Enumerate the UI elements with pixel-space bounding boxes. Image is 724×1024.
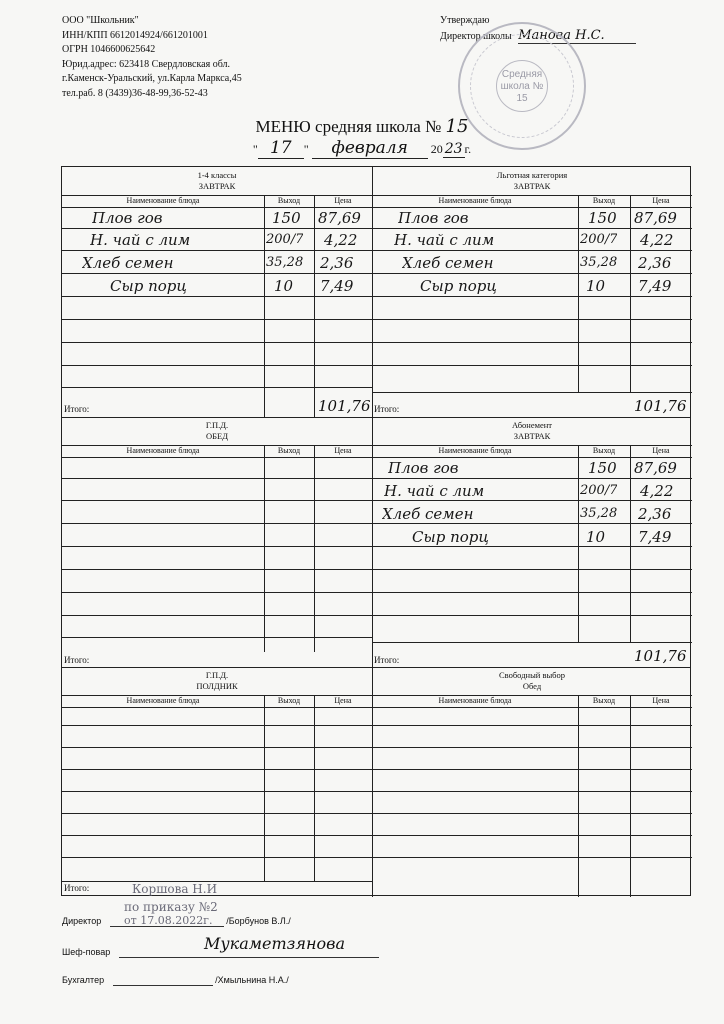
row-line — [372, 725, 692, 726]
col-price: Цена — [334, 446, 352, 455]
director-footer-name: /Борбунов В.Л./ — [226, 916, 291, 926]
col-divider — [630, 195, 631, 392]
row-line — [62, 791, 372, 792]
footer-director — [62, 916, 291, 927]
col-divider — [264, 695, 265, 881]
row-line — [372, 250, 692, 251]
row-line — [62, 615, 372, 616]
col-price: Цена — [652, 446, 670, 455]
dish-output: 200/7 — [580, 232, 618, 247]
dish-name: Хлеб семен — [402, 254, 494, 272]
row-line — [372, 342, 692, 343]
row-line — [372, 857, 692, 858]
col-price: Цена — [334, 696, 352, 705]
section-subtitle-2: ЗАВТРАК — [513, 181, 551, 191]
date-year-suffix: 23 — [444, 141, 463, 157]
col-output: Выход — [592, 196, 616, 205]
row-line — [62, 637, 372, 638]
dish-output: 10 — [586, 277, 606, 295]
section-title-4: Абонемент — [511, 420, 553, 430]
dish-price: 2,36 — [638, 505, 672, 523]
row-line — [62, 228, 372, 229]
section-title-6: Свободный выбор — [498, 670, 565, 680]
col-name: Наименование блюда — [126, 196, 200, 205]
row-line — [372, 615, 692, 616]
dish-name: Сыр порц — [412, 528, 489, 546]
director-label: Директор школы — [440, 30, 512, 42]
page-title — [0, 116, 724, 137]
dish-name: Хлеб семен — [82, 254, 174, 272]
row-line — [372, 365, 692, 366]
dish-output: 10 — [274, 277, 294, 295]
row-line — [372, 392, 692, 393]
dish-output: 200/7 — [266, 232, 304, 247]
column-header — [372, 695, 692, 708]
stamp-order: по приказу №2 — [124, 900, 218, 914]
col-name: Наименование блюда — [126, 696, 200, 705]
dish-price: 2,36 — [638, 254, 672, 272]
section-grades-1-4-breakfast — [62, 167, 372, 417]
dish-price: 4,22 — [324, 231, 358, 249]
col-name: Наименование блюда — [438, 196, 512, 205]
dish-name: Н. чай с лим — [384, 482, 485, 500]
director-signature: Манова Н.С. — [518, 29, 636, 45]
accountant-name: /Хмыльнина Н.А./ — [215, 975, 289, 985]
dish-name: Плов гов — [92, 209, 163, 227]
col-output: Выход — [277, 196, 301, 205]
section-subtitle-4: ЗАВТРАК — [513, 431, 551, 441]
row-line — [62, 569, 372, 570]
org-address-1: Юрид.адрес: 623418 Свердловская обл. — [62, 58, 231, 70]
accountant-label: Бухгалтер — [62, 975, 105, 985]
col-price: Цена — [652, 696, 670, 705]
director-footer-label: Директор — [62, 916, 102, 926]
section-free-choice-lunch — [372, 667, 692, 897]
section-subtitle-5: ПОЛДНИК — [196, 681, 238, 691]
total-label: Итого: — [374, 404, 400, 414]
row-line — [62, 365, 372, 366]
total-value: 101,76 — [634, 397, 687, 415]
section-title-5: Г.П.Д. — [205, 670, 229, 680]
chef-label: Шеф-повар — [62, 947, 111, 957]
dish-price: 87,69 — [318, 209, 361, 227]
row-line — [372, 642, 692, 643]
stamp-center: Средняя школа № 15 — [496, 60, 548, 112]
org-phone: тел.раб. 8 (3439)36-48-99,36-52-43 — [62, 87, 208, 99]
dish-output: 35,28 — [580, 506, 618, 521]
row-line — [62, 387, 372, 388]
column-header — [62, 195, 372, 208]
row-line — [62, 725, 372, 726]
row-line — [372, 835, 692, 836]
row-line — [372, 319, 692, 320]
dish-price: 4,22 — [640, 482, 674, 500]
row-line — [372, 791, 692, 792]
menu-grid — [61, 166, 691, 896]
dish-output: 35,28 — [580, 255, 618, 270]
org-address-2: г.Каменск-Уральский, ул.Карла Маркса,45 — [62, 73, 242, 85]
row-line — [62, 835, 372, 836]
col-output: Выход — [592, 446, 616, 455]
dish-name: Сыр порц — [110, 277, 187, 295]
date-year-prefix: 20 — [430, 142, 443, 156]
section-subscription-breakfast — [372, 417, 692, 667]
column-header — [372, 445, 692, 458]
row-line — [372, 546, 692, 547]
col-output: Выход — [277, 446, 301, 455]
dish-price: 7,49 — [638, 277, 672, 295]
row-line — [372, 500, 692, 501]
col-divider — [578, 445, 579, 642]
total-value: 101,76 — [634, 647, 687, 665]
dish-name: Хлеб семен — [382, 505, 474, 523]
row-line — [62, 250, 372, 251]
total-label: Итого: — [64, 883, 90, 893]
section-title-2: Льготная категория — [496, 170, 568, 180]
section-subtitle-1: ЗАВТРАК — [198, 181, 236, 191]
total-label: Итого: — [64, 655, 90, 665]
column-header — [62, 695, 372, 708]
dish-output: 150 — [272, 209, 301, 227]
section-gpd-snack — [62, 667, 372, 897]
organization-details — [62, 14, 242, 102]
total-value: 101,76 — [318, 397, 371, 415]
row-line — [372, 769, 692, 770]
date-day: 17 — [258, 138, 304, 159]
dish-output: 150 — [588, 459, 617, 477]
column-header — [372, 195, 692, 208]
col-name: Наименование блюда — [438, 446, 512, 455]
section-benefit-breakfast — [372, 167, 692, 417]
dish-output: 35,28 — [266, 255, 304, 270]
section-subtitle-6: Обед — [522, 681, 542, 691]
section-title-1: 1-4 классы — [197, 170, 237, 180]
row-line — [62, 747, 372, 748]
col-divider — [314, 695, 315, 881]
col-divider — [578, 195, 579, 392]
date-year-end: г. — [464, 142, 472, 156]
col-name: Наименование блюда — [438, 696, 512, 705]
row-line — [372, 813, 692, 814]
dish-output: 150 — [588, 209, 617, 227]
col-divider — [264, 445, 265, 652]
row-line — [62, 813, 372, 814]
dish-price: 2,36 — [320, 254, 354, 272]
dish-price: 87,69 — [634, 459, 677, 477]
org-inn: ИНН/КПП 6612014924/661201001 — [62, 29, 208, 41]
org-ogrn: ОГРН 1046600625642 — [62, 44, 156, 56]
dish-price: 7,49 — [320, 277, 354, 295]
dish-name: Плов гов — [388, 459, 459, 477]
col-name: Наименование блюда — [126, 446, 200, 455]
row-line — [372, 523, 692, 524]
chef-signature: Мукаметзянова — [204, 934, 346, 953]
row-line — [62, 296, 372, 297]
dish-output: 200/7 — [580, 483, 618, 498]
row-line — [372, 478, 692, 479]
col-price: Цена — [334, 196, 352, 205]
row-line — [62, 523, 372, 524]
row-line — [62, 769, 372, 770]
row-line — [62, 592, 372, 593]
section-gpd-lunch — [62, 417, 372, 667]
row-line — [62, 478, 372, 479]
dish-name: Плов гов — [398, 209, 469, 227]
row-line — [372, 747, 692, 748]
row-line — [372, 592, 692, 593]
row-line — [62, 319, 372, 320]
school-number: 15 — [445, 116, 469, 137]
col-divider — [630, 445, 631, 642]
column-header — [62, 445, 372, 458]
dish-name: Н. чай с лим — [394, 231, 495, 249]
col-price: Цена — [652, 196, 670, 205]
row-line — [62, 342, 372, 343]
col-divider — [314, 445, 315, 652]
stamp-name: Коршова Н.И — [132, 882, 218, 896]
row-line — [372, 569, 692, 570]
footer-accountant — [62, 975, 289, 986]
date-month: февраля — [312, 138, 428, 159]
col-output: Выход — [592, 696, 616, 705]
org-name: ООО "Школьник" — [62, 15, 139, 26]
row-line — [372, 296, 692, 297]
dish-name: Н. чай с лим — [90, 231, 191, 249]
dish-price: 7,49 — [638, 528, 672, 546]
dish-output: 10 — [586, 528, 606, 546]
stamp-order-date: от 17.08.2022г. — [124, 914, 213, 927]
dish-price: 4,22 — [640, 231, 674, 249]
dish-price: 87,69 — [634, 209, 677, 227]
row-line — [62, 857, 372, 858]
dish-name: Сыр порц — [420, 277, 497, 295]
approve-label: Утверждаю — [440, 15, 490, 26]
row-line — [372, 228, 692, 229]
total-label: Итого: — [64, 404, 90, 414]
row-line — [372, 273, 692, 274]
menu-date: " 17 " февраля 20 23 г. — [252, 138, 472, 158]
title-text: МЕНЮ средняя школа № — [255, 117, 442, 136]
row-line — [62, 546, 372, 547]
section-title-3: Г.П.Д. — [205, 420, 229, 430]
col-output: Выход — [277, 696, 301, 705]
row-line — [62, 500, 372, 501]
row-line — [62, 273, 372, 274]
total-label: Итого: — [374, 655, 400, 665]
section-subtitle-3: ОБЕД — [205, 431, 228, 441]
